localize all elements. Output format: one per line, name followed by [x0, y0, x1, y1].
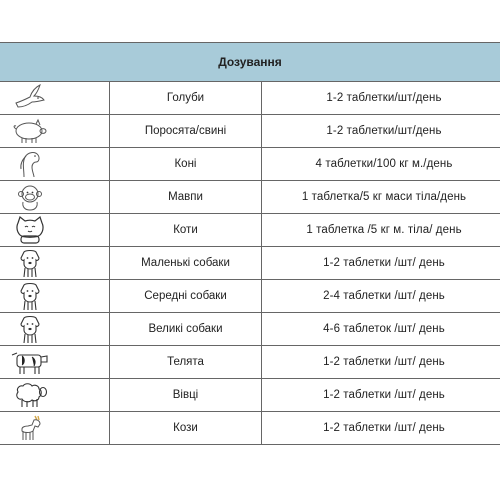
- animal-icon-cell: [0, 181, 110, 213]
- table-header: [0, 42, 500, 82]
- animal-name: Середні собаки: [110, 280, 262, 312]
- animal-name: Великі собаки: [110, 313, 262, 345]
- animal-icon-cell: [0, 115, 110, 147]
- animal-name: Кози: [110, 412, 262, 444]
- cat-icon: [10, 215, 50, 245]
- animal-icon-cell: [0, 247, 110, 279]
- animal-name: Маленькі собаки: [110, 247, 262, 279]
- monkey-icon: [10, 182, 50, 212]
- table-row: [0, 280, 500, 313]
- table-row: [0, 148, 500, 181]
- dosage-table: [0, 42, 500, 445]
- dosage-value: 2-4 таблетки /шт/ день: [323, 290, 445, 302]
- animal-icon-cell: [0, 280, 110, 312]
- table-row: [0, 346, 500, 379]
- table-row: [0, 379, 500, 412]
- dosage-value: 1-2 таблетки/шт/день: [326, 125, 442, 137]
- animal-name: Вівці: [110, 379, 262, 411]
- dog-icon: [10, 281, 50, 311]
- table-row: [0, 247, 500, 280]
- animal-icon-cell: [0, 379, 110, 411]
- sheep-icon: [10, 380, 50, 410]
- table-body: [0, 82, 500, 445]
- dosage-value: 1-2 таблетки /шт/ день: [323, 389, 445, 401]
- dosage-value: 1 таблетка /5 кг м. тіла/ день: [306, 224, 462, 236]
- goat-icon: [10, 413, 50, 443]
- dog-icon: [10, 314, 50, 344]
- table-row: [0, 313, 500, 346]
- animal-name: Голуби: [110, 82, 262, 114]
- animal-icon-cell: [0, 82, 110, 114]
- dosage-value: 1-2 таблетки/шт/день: [326, 92, 442, 104]
- dosage-value: 1-2 таблетки /шт/ день: [323, 356, 445, 368]
- table-row: [0, 115, 500, 148]
- table-row: [0, 181, 500, 214]
- dosage-value: 1-2 таблетки /шт/ день: [323, 257, 445, 269]
- dosage-value: 1-2 таблетки /шт/ день: [323, 422, 445, 434]
- dosage-value: 4 таблетки/100 кг м./день: [315, 158, 453, 170]
- animal-name: Коні: [110, 148, 262, 180]
- horse-icon: [10, 149, 50, 179]
- pig-icon: [10, 116, 50, 146]
- dove-icon: [10, 83, 50, 113]
- animal-icon-cell: [0, 412, 110, 444]
- table-row: [0, 214, 500, 247]
- table-row: [0, 82, 500, 115]
- table-title: Дозування: [218, 55, 282, 69]
- animal-icon-cell: [0, 148, 110, 180]
- animal-icon-cell: [0, 346, 110, 378]
- animal-icon-cell: [0, 313, 110, 345]
- dog-icon: [10, 248, 50, 278]
- table-row: [0, 412, 500, 445]
- dosage-value: 4-6 таблеток /шт/ день: [323, 323, 445, 335]
- dosage-value: 1 таблетка/5 кг маси тіла/день: [301, 191, 467, 203]
- animal-icon-cell: [0, 214, 110, 246]
- animal-name: Поросята/свині: [110, 115, 262, 147]
- animal-name: Коти: [110, 214, 262, 246]
- animal-name: Телята: [110, 346, 262, 378]
- cow-icon: [10, 347, 50, 377]
- animal-name: Мавпи: [110, 181, 262, 213]
